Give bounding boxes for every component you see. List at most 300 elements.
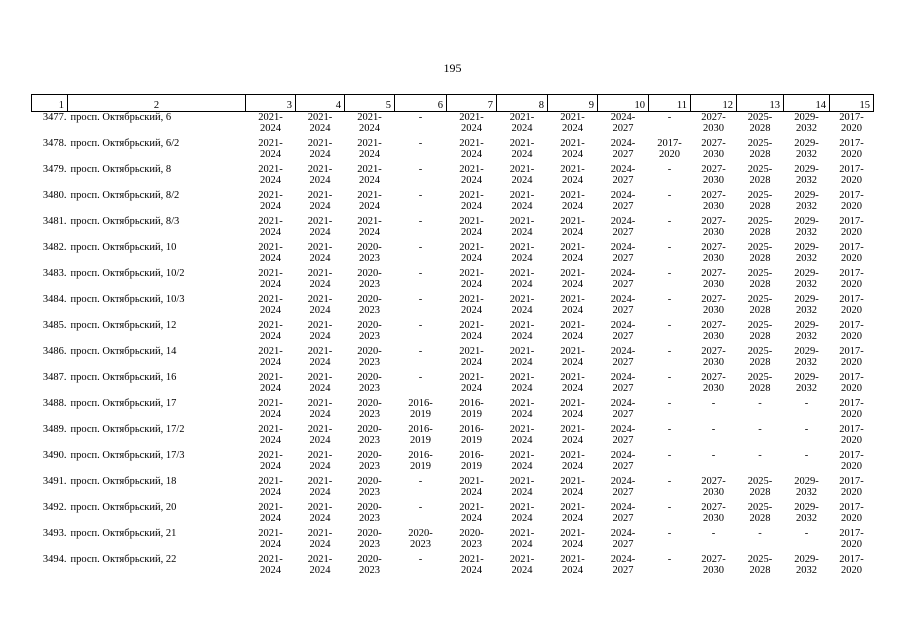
period-value: 2021- 2024 [560,294,585,316]
period-value: 2021- 2024 [509,450,535,472]
period-cell [737,190,784,216]
period-value: 2020- 2023 [408,528,433,550]
period-cell [649,502,691,528]
period-cell [345,242,395,268]
period-value: 2021- 2024 [357,216,382,238]
period-cell [497,320,548,346]
period-cell [548,190,598,216]
period-value: 2027- 2030 [701,112,726,134]
period-value: 2029- 2032 [794,242,819,264]
period-value: 2020- 2023 [357,528,382,550]
period-value: 2017- 2020 [839,346,864,368]
table-row [32,346,874,372]
period-value: 2020- 2023 [357,372,382,394]
table-row [32,112,874,139]
period-value: 2027- 2030 [701,554,726,576]
column-header-7: 7 [447,95,497,112]
period-cell [447,112,497,139]
period-cell [296,320,345,346]
period-value: 2024- 2027 [610,216,636,238]
row-number: 3480. [42,190,67,201]
period-value: - [418,242,423,253]
table-row [32,502,874,528]
period-cell [246,138,296,164]
period-value: 2016- 2019 [408,424,433,446]
period-cell [737,242,784,268]
period-value: 2024- 2027 [610,164,636,186]
period-value: - [667,476,672,487]
period-value: 2021- 2024 [258,450,283,472]
period-value: 2021- 2024 [459,294,484,316]
table-row [32,190,874,216]
period-cell [345,294,395,320]
period-cell [296,112,345,139]
period-value: 2021- 2024 [258,294,283,316]
period-value: - [667,242,672,253]
period-cell [246,242,296,268]
row-number: 3489. [42,424,67,435]
period-cell [497,346,548,372]
period-cell [691,450,737,476]
period-cell [447,294,497,320]
period-value: 2017- 2020 [839,528,864,550]
period-cell [345,138,395,164]
period-cell [830,398,874,424]
period-value: 2021- 2024 [509,476,535,498]
period-cell [548,294,598,320]
period-cell [691,268,737,294]
period-value: 2021- 2024 [258,164,283,186]
period-value: - [667,346,672,357]
period-value: 2021- 2024 [509,502,535,524]
period-value: 2021- 2024 [258,372,283,394]
table-row [32,398,874,424]
table-row [32,450,874,476]
period-value: 2021- 2024 [560,476,585,498]
period-cell [246,320,296,346]
period-cell [548,112,598,139]
period-cell [830,294,874,320]
period-cell [691,112,737,139]
period-value: 2027- 2030 [701,476,726,498]
period-cell [784,528,830,554]
column-header-14: 14 [784,95,830,112]
row-number: 3482. [42,242,67,253]
period-value: 2021- 2024 [560,216,585,238]
period-value: - [667,268,672,279]
period-value: 2017- 2020 [839,502,864,524]
period-cell [246,554,296,580]
period-value: 2021- 2024 [509,190,535,212]
column-header-2: 2 [68,95,246,112]
period-cell [548,216,598,242]
address-cell: просп. Октябрьский, 8/3 [70,216,180,227]
period-cell [691,138,737,164]
table-row [32,164,874,190]
period-value: 2021- 2024 [459,476,484,498]
column-header-12: 12 [691,95,737,112]
period-cell [548,372,598,398]
period-value: 2021- 2024 [258,320,283,342]
period-cell [830,268,874,294]
period-value: 2021- 2024 [307,528,333,550]
period-value: 2024- 2027 [610,450,636,472]
period-value: - [418,502,423,513]
period-cell [548,528,598,554]
period-value: 2029- 2032 [794,294,819,316]
period-cell [395,476,447,502]
period-cell [784,216,830,242]
period-cell [598,502,649,528]
period-cell [246,528,296,554]
period-cell [447,450,497,476]
period-cell [345,502,395,528]
period-cell [830,424,874,450]
period-cell [395,502,447,528]
period-cell [598,164,649,190]
period-cell [649,268,691,294]
period-value: 2021- 2024 [459,112,484,134]
period-value: 2017- 2020 [839,450,864,472]
address-cell: просп. Октябрьский, 17/2 [70,424,185,435]
column-header-4: 4 [296,95,345,112]
period-value: 2021- 2024 [459,320,484,342]
period-cell [830,372,874,398]
header-row [32,95,874,112]
period-cell [691,502,737,528]
period-cell [691,190,737,216]
row-number: 3477. [42,112,67,123]
period-cell [246,216,296,242]
period-value: 2021- 2024 [459,372,484,394]
period-value: 2021- 2024 [459,502,484,524]
period-cell [447,372,497,398]
period-cell [345,554,395,580]
period-cell [447,216,497,242]
period-value: 2021- 2024 [509,346,535,368]
period-value: 2021- 2024 [509,320,535,342]
period-value: 2021- 2024 [560,112,585,134]
table-row [32,242,874,268]
period-value: 2017- 2020 [839,138,864,160]
period-cell [548,554,598,580]
period-value: - [711,528,716,539]
period-value: 2021- 2024 [258,112,283,134]
period-value: - [804,424,809,435]
table-row [32,320,874,346]
period-cell [447,528,497,554]
period-cell [345,424,395,450]
period-value: - [667,190,672,201]
row-number: 3488. [42,398,67,409]
period-value: 2017- 2020 [839,190,864,212]
period-value: - [804,398,809,409]
period-value: 2021- 2024 [509,112,535,134]
period-cell [497,450,548,476]
period-value: 2016- 2019 [408,398,433,420]
table-row [32,476,874,502]
period-value: 2029- 2032 [794,164,819,186]
row-number: 3490. [42,450,67,461]
period-cell [598,476,649,502]
period-cell [737,164,784,190]
period-value: 2017- 2020 [839,320,864,342]
period-value: 2024- 2027 [610,268,636,290]
period-cell [246,450,296,476]
period-value: 2021- 2024 [307,372,333,394]
period-cell [649,216,691,242]
period-value: 2021- 2024 [307,476,333,498]
period-cell [649,476,691,502]
period-value: 2017- 2020 [657,138,682,160]
period-value: 2021- 2024 [509,268,535,290]
period-cell [497,190,548,216]
period-value: 2024- 2027 [610,372,636,394]
row-number: 3486. [42,346,67,357]
period-value: 2020- 2023 [357,502,382,524]
period-cell [447,424,497,450]
period-cell [548,242,598,268]
period-value: - [418,346,423,357]
period-cell [497,112,548,139]
period-cell [649,554,691,580]
period-value: 2020- 2023 [357,294,382,316]
period-cell [497,164,548,190]
period-cell [598,424,649,450]
period-cell [395,320,447,346]
period-value: 2020- 2023 [357,320,382,342]
row-number: 3483. [42,268,67,279]
period-value: 2021- 2024 [459,554,484,576]
period-cell [395,554,447,580]
column-header-13: 13 [737,95,784,112]
period-cell [691,554,737,580]
period-value: 2021- 2024 [509,294,535,316]
period-value: 2021- 2024 [560,398,585,420]
period-value: 2021- 2024 [258,424,283,446]
period-value: 2017- 2020 [839,242,864,264]
period-value: - [667,502,672,513]
period-cell [830,138,874,164]
address-cell: просп. Октябрьский, 20 [70,502,177,513]
period-cell [784,502,830,528]
period-cell [395,216,447,242]
period-value: 2021- 2024 [509,554,535,576]
period-value: 2016- 2019 [459,450,484,472]
period-cell [784,398,830,424]
period-cell [649,320,691,346]
period-value: 2025- 2028 [747,320,773,342]
column-header-6: 6 [395,95,447,112]
address-cell: просп. Октябрьский, 8 [70,164,172,175]
period-cell [296,372,345,398]
column-header-1: 1 [32,95,68,112]
period-value: 2024- 2027 [610,190,636,212]
period-value: 2021- 2024 [560,242,585,264]
period-value: 2027- 2030 [701,190,726,212]
period-cell [246,502,296,528]
row-number: 3493. [42,528,67,539]
period-value: 2021- 2024 [307,164,333,186]
period-cell [830,320,874,346]
period-value: 2027- 2030 [701,294,726,316]
period-value: 2021- 2024 [560,450,585,472]
period-cell [395,242,447,268]
period-value: - [667,450,672,461]
period-cell [345,112,395,139]
period-cell [497,138,548,164]
period-value: 2020- 2023 [459,528,484,550]
period-cell [296,294,345,320]
period-cell [598,372,649,398]
period-cell [649,372,691,398]
period-cell [246,294,296,320]
period-value: 2017- 2020 [839,164,864,186]
period-value: 2021- 2024 [509,138,535,160]
address-cell: просп. Октябрьский, 10/3 [70,294,185,305]
period-cell [296,268,345,294]
table-row [32,216,874,242]
row-number: 3478. [42,138,67,149]
address-cell: просп. Октябрьский, 16 [70,372,177,383]
period-value: 2024- 2027 [610,112,636,134]
period-value: 2027- 2030 [701,320,726,342]
period-value: 2017- 2020 [839,476,864,498]
period-value: 2021- 2024 [459,268,484,290]
period-cell [830,346,874,372]
period-value: 2021- 2024 [357,112,382,134]
period-cell [345,528,395,554]
period-cell [598,138,649,164]
period-cell [296,138,345,164]
period-cell [447,190,497,216]
period-value: 2021- 2024 [307,424,333,446]
period-value: - [418,320,423,331]
address-cell: просп. Октябрьский, 17 [70,398,177,409]
period-cell [246,164,296,190]
period-cell [598,190,649,216]
period-value: 2025- 2028 [747,554,773,576]
period-cell [784,372,830,398]
period-value: 2027- 2030 [701,268,726,290]
period-cell [345,268,395,294]
period-value: - [418,112,423,123]
period-value: 2021- 2024 [258,346,283,368]
period-cell [447,164,497,190]
period-cell [598,346,649,372]
period-value: 2029- 2032 [794,554,819,576]
period-cell [395,424,447,450]
period-value: 2021- 2024 [307,216,333,238]
period-cell [296,164,345,190]
period-value: 2021- 2024 [307,112,333,134]
period-value: 2024- 2027 [610,476,636,498]
period-cell [246,372,296,398]
period-cell [691,294,737,320]
period-cell [784,268,830,294]
period-cell [395,528,447,554]
period-value: 2025- 2028 [747,216,773,238]
period-cell [548,424,598,450]
period-value: 2021- 2024 [258,476,283,498]
period-cell [497,476,548,502]
period-cell [649,346,691,372]
period-cell [691,164,737,190]
period-value: - [667,320,672,331]
period-cell [296,528,345,554]
column-header-5: 5 [345,95,395,112]
period-value: 2025- 2028 [747,346,773,368]
period-cell [395,138,447,164]
period-value: 2021- 2024 [459,216,484,238]
period-cell [395,164,447,190]
period-cell [497,528,548,554]
period-cell [296,502,345,528]
period-cell [395,398,447,424]
period-cell [784,138,830,164]
period-cell [296,346,345,372]
period-value: 2027- 2030 [701,164,726,186]
column-header-9: 9 [548,95,598,112]
period-cell [598,528,649,554]
period-cell [598,554,649,580]
row-number: 3494. [42,554,67,565]
table-row [32,528,874,554]
period-value: 2029- 2032 [794,112,819,134]
address-cell: просп. Октябрьский, 6 [70,112,172,123]
period-value: 2029- 2032 [794,502,819,524]
column-header-15: 15 [830,95,874,112]
period-value: 2020- 2023 [357,242,382,264]
table-row [32,268,874,294]
period-value: 2020- 2023 [357,398,382,420]
period-cell [598,242,649,268]
period-value: 2025- 2028 [747,138,773,160]
period-cell [830,476,874,502]
period-cell [296,190,345,216]
period-cell [691,346,737,372]
period-cell [784,164,830,190]
period-cell [345,476,395,502]
period-value: 2021- 2024 [509,216,535,238]
period-value: 2020- 2023 [357,554,382,576]
period-cell [830,450,874,476]
period-value: 2016- 2019 [459,398,484,420]
period-cell [447,268,497,294]
period-cell [784,320,830,346]
period-value: 2021- 2024 [307,294,333,316]
period-cell [737,346,784,372]
period-value: - [667,372,672,383]
period-value: 2021- 2024 [509,528,535,550]
period-value: 2021- 2024 [459,346,484,368]
period-cell [830,216,874,242]
period-value: 2024- 2027 [610,138,636,160]
address-cell: просп. Октябрьский, 10 [70,242,177,253]
period-cell [649,138,691,164]
period-value: 2017- 2020 [839,268,864,290]
period-cell [548,346,598,372]
period-cell [598,268,649,294]
period-value: 2021- 2024 [509,372,535,394]
period-value: 2021- 2024 [307,398,333,420]
period-cell [649,450,691,476]
period-cell [598,450,649,476]
table-row [32,294,874,320]
period-value: 2021- 2024 [560,346,585,368]
period-cell [497,502,548,528]
period-cell [784,112,830,139]
